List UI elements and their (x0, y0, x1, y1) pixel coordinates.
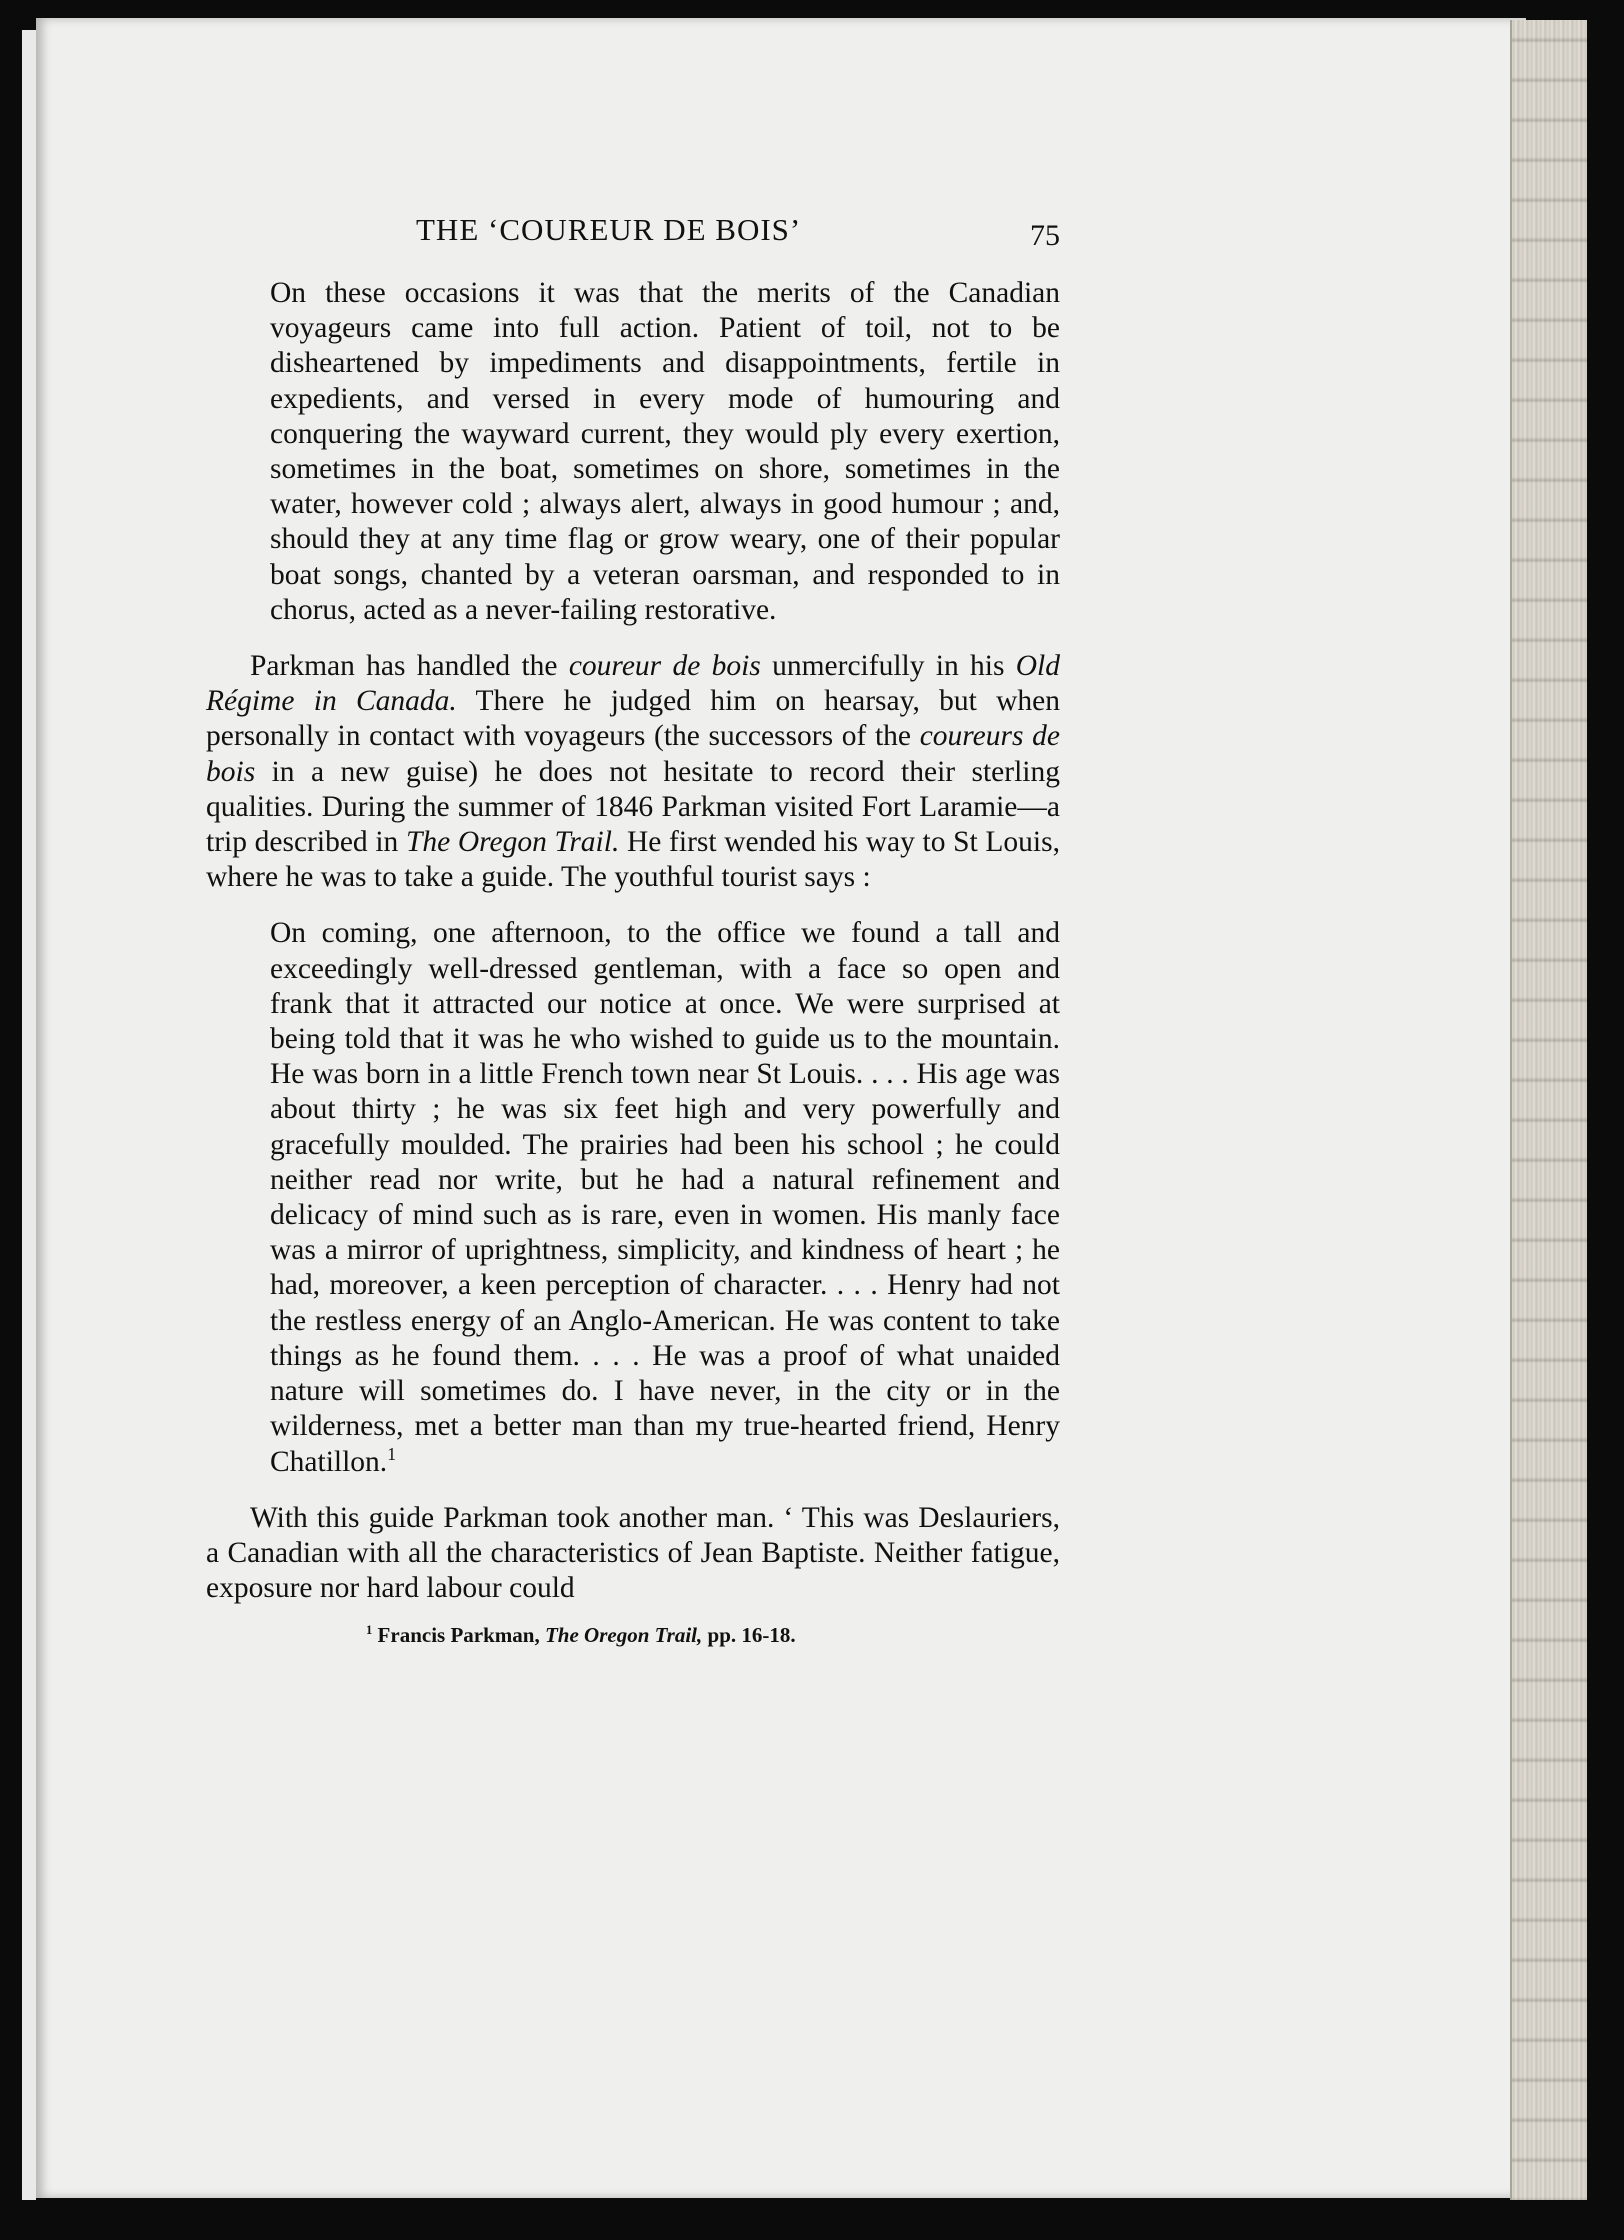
text-run: There he judged him on hearsay, but when personally in contact with voyageurs (the successors of the (206, 685, 1060, 753)
page-stack-edge (1510, 20, 1587, 2200)
footnote-pages: pp. 16-18. (702, 1623, 796, 1648)
text-run: He first wended his way to St Louis, where he was to take a guide. The youthful tourist says : (206, 826, 1060, 894)
text-run: Parkman has handled the (250, 650, 569, 683)
running-head (206, 212, 1060, 262)
text-run: in a new guise) he does not hesitate to record their sterling qualities. During the summer of 1846 Parkman visited Fort Laramie—a trip described in (206, 755, 1060, 859)
italic-run: coureur de bois (568, 650, 761, 683)
paragraph-parkman (206, 649, 1060, 895)
paragraph-deslauriers: With this guide Parkman took another man. ‘ This was Deslauriers, a Canadian with all the characteristics of Jean Baptiste. Neither fatigue, exposure nor hard labour could (206, 1501, 1060, 1605)
footnote-marker: 1 (366, 1623, 373, 1638)
page-number: 75 (1030, 219, 1060, 252)
text-run: unmercifully in his (760, 650, 1016, 683)
block-quote-voyageurs: On these occasions it was that the merits of the Canadian voyageurs came into full action. Patient of toil, not to be disheartened by impediments and disappointments, fertile in expedients, and versed in every mode of humouring and conquering the wayward current, they would ply every exertion, sometimes in the boat, sometimes on shore, sometimes in the water, however cold ; always alert, always in good humour ; and, should they at any time flag or grow weary, one of their popular boat songs, chanted by a veteran oarsman, and responded to in chorus, acted as a never-failing restorative. (270, 277, 1060, 626)
footnote-reference: 1 (387, 1443, 397, 1464)
previous-page-edge (22, 30, 36, 2200)
italic-run: The Oregon Trail. (405, 826, 620, 859)
footnote (366, 1622, 1060, 1648)
block-quote-chatillon (270, 916, 1060, 1479)
page-text (206, 212, 1060, 1648)
running-title: THE ‘COUREUR DE BOIS’ (416, 212, 802, 247)
footnote-title: The Oregon Trail, (544, 1623, 703, 1648)
italic-run: coureurs de bois (206, 720, 1060, 788)
italic-run: Old Régime in Canada. (206, 650, 1060, 718)
footnote-author: Francis Parkman, (377, 1623, 545, 1648)
quote-text: On coming, one afternoon, to the office we found a tall and exceedingly well-dressed gentleman, with a face so open and frank that it attracted our notice at once. We were surprised at being told that it was he who wished to guide us to the mountain. He was born in a little French town near St Louis. . . . His age was about thirty ; he was six feet high and very powerfully and gracefully moulded. The prairies had been his school ; he could neither read nor write, but he had a natural refinement and delicacy of mind such as is rare, even in women. His manly face was a mirror of uprightness, simplicity, and kindness of heart ; he had, moreover, a keen perception of character. . . . Henry had not the restless energy of an Anglo-American. He was content to take things as he found them. . . . He was a proof of what unaided nature will sometimes do. I have never, in the city or in the wilderness, met a better man than my true-hearted friend, Henry Chatillon. (270, 917, 1060, 1478)
